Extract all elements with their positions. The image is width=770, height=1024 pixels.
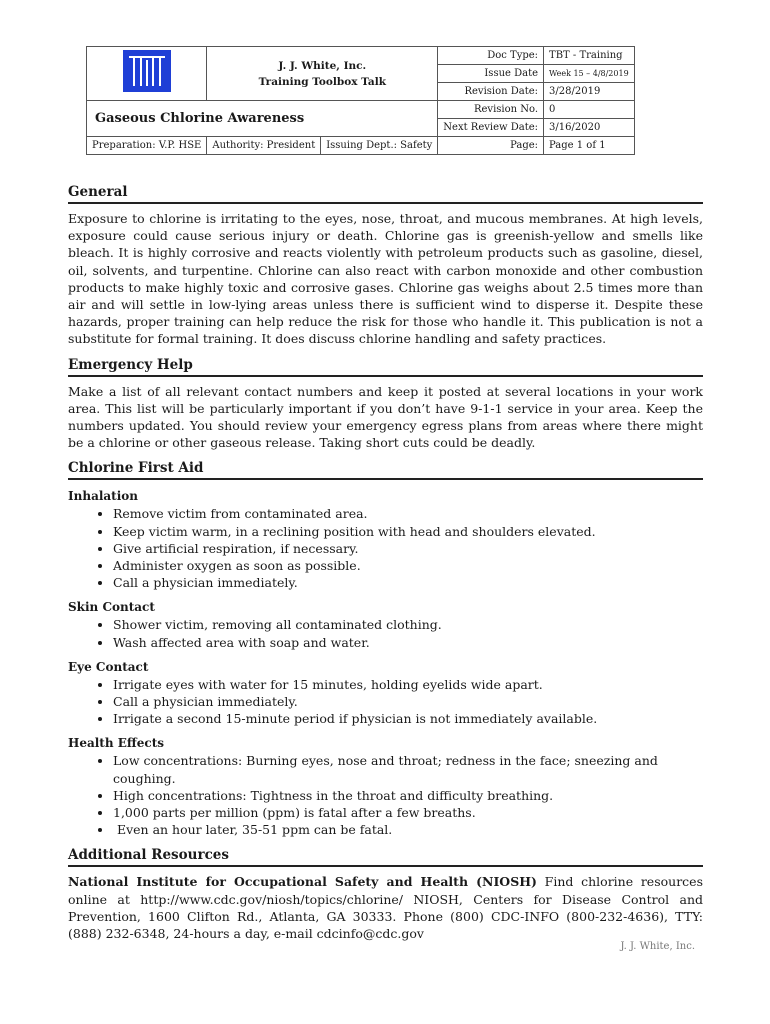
field-value: 0: [544, 101, 635, 119]
list-item: • Call a physician immediately.: [113, 574, 703, 591]
authority-cell: Authority: President: [207, 137, 321, 155]
resources-paragraph: [68, 873, 703, 942]
field-label: Issue Date: [438, 65, 544, 83]
preparation-cell: Preparation: V.P. HSE: [87, 137, 207, 155]
resources-heading: Additional Resources: [68, 847, 703, 867]
company-cell: [207, 47, 438, 101]
field-label: Doc Type:: [438, 47, 544, 65]
list-item: • Remove victim from contaminated area.: [113, 505, 703, 522]
inhalation-heading: Inhalation: [68, 489, 139, 504]
document-header-table: [86, 46, 635, 155]
general-heading: General: [68, 184, 703, 204]
doc-kind: Training Toolbox Talk: [258, 75, 386, 88]
first-aid-heading: Chlorine First Aid: [68, 460, 703, 480]
resources-text: Find chlorine resources online at http://www.cdc.gov/niosh/topics/chlorine/ NIOSH, Centers for Disease Control and Prevention, 1600 Clifton Rd., Atlanta, GA 30333. Phone (800) CDC-INFO (800-232-4636), TTY: (888) 232-6348, 24-hours a day, e-mail cdcinfo@cdc.gov: [68, 874, 703, 942]
logo-cell: [87, 47, 207, 101]
issuing-cell: Issuing Dept.: Safety: [321, 137, 438, 155]
list-item: • Irrigate eyes with water for 15 minutes, holding eyelids wide apart.: [113, 676, 703, 693]
list-item: • Keep victim warm, in a reclining position with head and shoulders elevated.: [113, 523, 703, 540]
field-value: TBT - Training: [544, 47, 635, 65]
field-label: Revision No.: [438, 101, 544, 119]
field-value: Week 15 – 4/8/2019: [544, 65, 635, 83]
list-item: • Irrigate a second 15-minute period if physician is not immediately available.: [113, 710, 703, 727]
niosh-name: National Institute for Occupational Safety and Health (NIOSH): [68, 874, 537, 890]
list-item: • Administer oxygen as soon as possible.: [113, 557, 703, 574]
emergency-heading: Emergency Help: [68, 357, 703, 377]
emergency-section: [68, 357, 703, 452]
eye-contact-heading: Eye Contact: [68, 659, 149, 674]
field-value: Page 1 of 1: [544, 137, 635, 155]
field-label: Page:: [438, 137, 544, 155]
list-item: • Shower victim, removing all contaminated clothing.: [113, 616, 703, 633]
company-name: J. J. White, Inc.: [278, 59, 367, 72]
emergency-text: Make a list of all relevant contact numbers and keep it posted at several locations in your work area. This list will be particularly important if you don’t have 9-1-1 service in your area. Keep the numbers updated. You should review your emergency egress plans from areas where there might be a chlorine or other gaseous release. Taking short cuts could be deadly.: [68, 383, 703, 451]
inhalation-list: [68, 505, 703, 591]
page-footer: J. J. White, Inc.: [620, 941, 695, 952]
field-label: Next Review Date:: [438, 119, 544, 137]
resources-section: [68, 847, 703, 942]
field-value: 3/16/2020: [544, 119, 635, 137]
company-logo-icon: [123, 50, 171, 92]
skin-contact-list: [68, 616, 703, 650]
document-body: [68, 178, 703, 942]
field-label: Revision Date:: [438, 83, 544, 101]
eye-contact-list: [68, 676, 703, 728]
general-section: [68, 184, 703, 348]
list-item: • 1,000 parts per million (ppm) is fatal after a few breaths.: [113, 804, 703, 821]
list-item: • Call a physician immediately.: [113, 693, 703, 710]
list-item: • Give artificial respiration, if necessary.: [113, 540, 703, 557]
general-text: Exposure to chlorine is irritating to the eyes, nose, throat, and mucous membranes. At high levels, exposure could cause serious injury or death. Chlorine gas is greenish-yellow and smells like bleach. It is highly corrosive and reacts violently with petroleum products such as gasoline, diesel, oil, solvents, and turpentine. Chlorine can also react with carbon monoxide and other combustion products to make highly toxic and corrosive gases. Chlorine gas weighs about 2.5 times more than air and will settle in low-lying areas unless there is sufficient wind to disperse it. Despite these hazards, proper training can help reduce the risk for those who handle it. This publication is not a substitute for formal training. It does discuss chlorine handling and safety practices.: [68, 211, 703, 347]
health-effects-heading: Health Effects: [68, 736, 164, 751]
health-effects-list: [68, 752, 703, 838]
list-item: • High concentrations: Tightness in the throat and difficulty breathing.: [113, 787, 703, 804]
list-item: • Low concentrations: Burning eyes, nose and throat; redness in the face; sneezing and coughing.: [113, 752, 703, 786]
list-item: • Wash affected area with soap and water.: [113, 634, 703, 651]
document-title: Gaseous Chlorine Awareness: [87, 101, 438, 137]
field-value: 3/28/2019: [544, 83, 635, 101]
list-item: • Even an hour later, 35-51 ppm can be fatal.: [113, 821, 703, 838]
first-aid-section: [68, 460, 703, 838]
skin-contact-heading: Skin Contact: [68, 600, 155, 615]
